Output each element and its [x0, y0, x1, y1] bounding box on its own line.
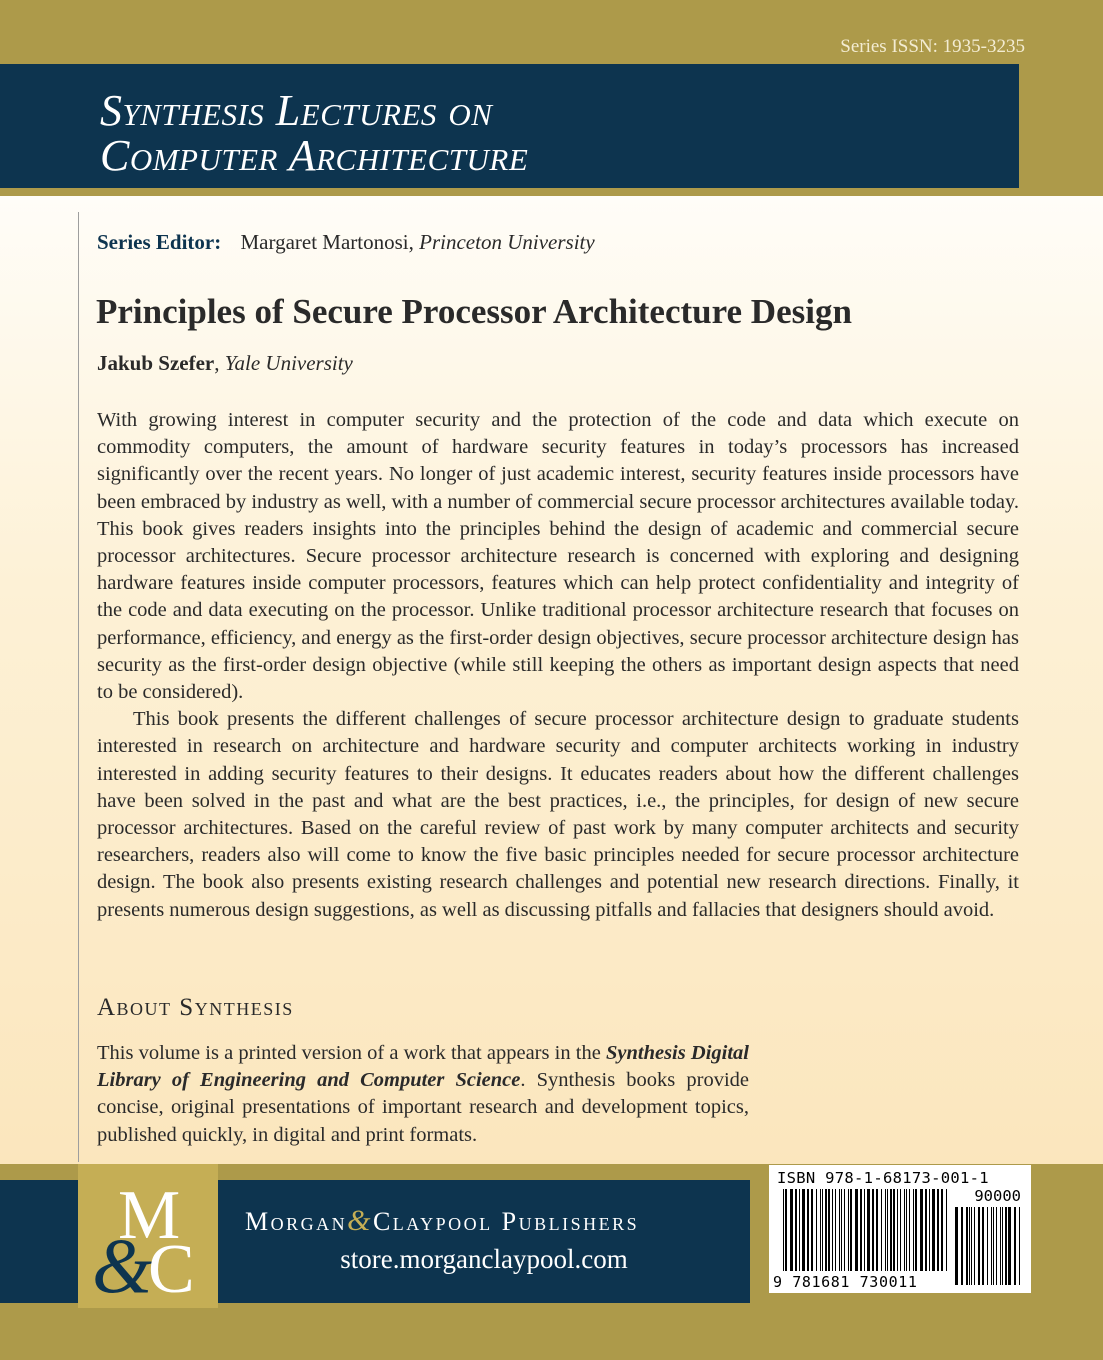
- mc-monogram-icon: [78, 1164, 218, 1308]
- series-title: [100, 88, 528, 178]
- series-title-line2: Computer Architecture: [100, 131, 529, 180]
- publisher-url: store.morganclaypool.com: [340, 1244, 628, 1274]
- publisher-name-amp: &: [347, 1204, 373, 1237]
- series-issn: Series ISSN: 1935-3235: [840, 36, 1025, 57]
- about-synthesis-text: [97, 1040, 749, 1149]
- vertical-rule: [78, 212, 79, 1162]
- svg-text:M: M: [118, 1177, 181, 1254]
- series-editor-name: Margaret Martonosi,: [240, 230, 414, 254]
- ean-digits: 9 781681 730011: [773, 1273, 918, 1291]
- abstract: [97, 407, 1019, 924]
- isbn-text: ISBN 978-1-68173-001-1: [777, 1169, 989, 1187]
- publisher-name-part1: Morgan: [245, 1207, 348, 1236]
- about-synthesis-heading: About Synthesis: [97, 994, 294, 1021]
- abstract-paragraph-2: This book presents the different challenges of secure processor architecture design to graduate students interested in research on architecture and hardware security and computer architects working in industry interested in adding security features to their designs. It educates readers about how the different challenges have been solved in the past and what are the best practices, i.e., the principles, for design of new secure processor architectures. Based on the careful review of past work by many computer architects and security researchers, readers also will come to know the five basic principles needed for secure processor architecture design. The book also presents existing research challenges and potential new research directions. Finally, it presents numerous design suggestions, as well as discussing pitfalls and fallacies that designers should avoid.: [97, 708, 1019, 921]
- series-editor-label: Series Editor:: [97, 230, 222, 254]
- about-text-after: . Synthesis books provide concise, original presentations of important research and development topics, published quickly, in digital and print formats.: [97, 1069, 749, 1146]
- svg-text:&: &: [92, 1222, 153, 1308]
- series-title-line1: Synthesis Lectures on: [100, 86, 493, 135]
- author-affiliation: Yale University: [224, 351, 353, 375]
- publisher-name: [245, 1204, 639, 1238]
- book-title: Principles of Secure Processor Architecture Design: [96, 292, 852, 331]
- svg-text:C: C: [148, 1231, 195, 1308]
- abstract-paragraph-1: With growing interest in computer security and the protection of the code and data which execute on commodity computers, the amount of hardware security features in today’s processors has increased significantly over the recent years. No longer of just academic interest, security features inside processors have been embraced by industry as well, with a number of commercial secure processor architectures available today. This book gives readers insights into the principles behind the design of academic and commercial secure processor architectures. Secure processor architecture research is concerned with exploring and designing hardware features inside computer processors, features which can help protect confidentiality and integrity of the code and data executing on the processor. Unlike traditional processor architecture research that focuses on performance, efficiency, and energy as the first-order design objectives, secure processor architecture design has security as the first-order design objective (while still keeping the others as important design aspects that need to be considered).: [97, 409, 1019, 704]
- author-line: [97, 351, 353, 376]
- synthesis-library-name: Synthesis Digital Library of Engineering and Computer Science: [97, 1042, 749, 1092]
- series-editor-affiliation: Princeton University: [419, 230, 595, 254]
- publisher-logo: [78, 1164, 218, 1308]
- barcode: [769, 1165, 1031, 1293]
- publisher-name-part2: Claypool Publishers: [372, 1207, 640, 1236]
- about-text-before: This volume is a printed version of a work that appears in the: [97, 1042, 606, 1064]
- barcode-addon: 90000: [974, 1187, 1021, 1205]
- series-editor: [97, 230, 595, 255]
- author-name: Jakub Szefer: [97, 351, 215, 375]
- author-separator: ,: [214, 351, 225, 375]
